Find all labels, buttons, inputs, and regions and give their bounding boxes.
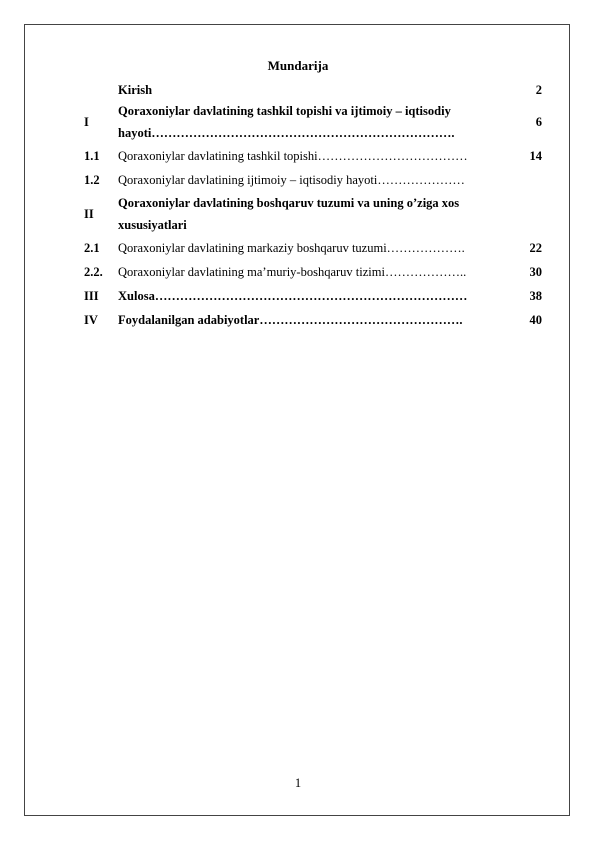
toc-number: 1.2 bbox=[84, 173, 100, 187]
toc-number: I bbox=[84, 115, 89, 129]
toc-page: 6 bbox=[535, 115, 542, 129]
toc-page: 38 bbox=[529, 289, 542, 303]
toc-title: Xulosa………………………………………………………………… bbox=[118, 289, 468, 303]
toc-number: II bbox=[84, 207, 94, 221]
toc-title: Qoraxoniylar davlatining tashkil topishi va ijtimoiy – iqtisodiy hayoti………………………………………………………………. bbox=[118, 104, 455, 140]
table-of-contents bbox=[84, 80, 542, 332]
toc-number bbox=[84, 80, 118, 100]
toc-title: Qoraxoniylar davlatining boshqaruv tuzumi va uning o’ziga xos xususiyatlari bbox=[118, 196, 460, 232]
toc-number: IV bbox=[84, 313, 98, 327]
toc-row-section-1-1 bbox=[84, 144, 542, 168]
toc-row-section-2-2 bbox=[84, 260, 542, 284]
toc-page: 30 bbox=[529, 265, 542, 279]
toc-row-references bbox=[84, 308, 542, 332]
toc-title: Qoraxoniylar davlatining markaziy boshqaruv tuzumi………………. bbox=[118, 241, 465, 255]
toc-title: Qoraxoniylar davlatining ma’muriy-boshqaruv tizimi……………….. bbox=[118, 265, 467, 279]
toc-title: Kirish bbox=[118, 83, 153, 97]
toc-page: 22 bbox=[529, 241, 542, 255]
toc-page: 14 bbox=[529, 149, 542, 163]
toc-number: 2.2. bbox=[84, 265, 103, 279]
page-title: Mundarija bbox=[267, 58, 329, 73]
page-number: 1 bbox=[294, 776, 302, 790]
toc-number: 1.1 bbox=[84, 149, 100, 163]
toc-title: Qoraxoniylar davlatining tashkil topishi……………………………… bbox=[118, 149, 468, 163]
toc-page bbox=[516, 192, 542, 236]
toc-page: 2 bbox=[535, 83, 542, 97]
toc-title: Foydalanilgan adabiyotlar…………………………………………. bbox=[118, 313, 463, 327]
toc-row-chapter-2 bbox=[84, 192, 542, 236]
toc-title: Qoraxoniylar davlatining ijtimoiy – iqtisodiy hayoti………………… bbox=[118, 173, 465, 187]
toc-number: 2.1 bbox=[84, 241, 100, 255]
toc-row-section-1-2 bbox=[84, 168, 542, 192]
toc-page bbox=[516, 168, 542, 192]
toc-row-conclusion bbox=[84, 284, 542, 308]
toc-row-kirish bbox=[84, 80, 542, 100]
toc-row-section-2-1 bbox=[84, 236, 542, 260]
toc-page: 40 bbox=[529, 313, 542, 327]
toc-row-chapter-1 bbox=[84, 100, 542, 144]
toc-number: III bbox=[84, 289, 99, 303]
